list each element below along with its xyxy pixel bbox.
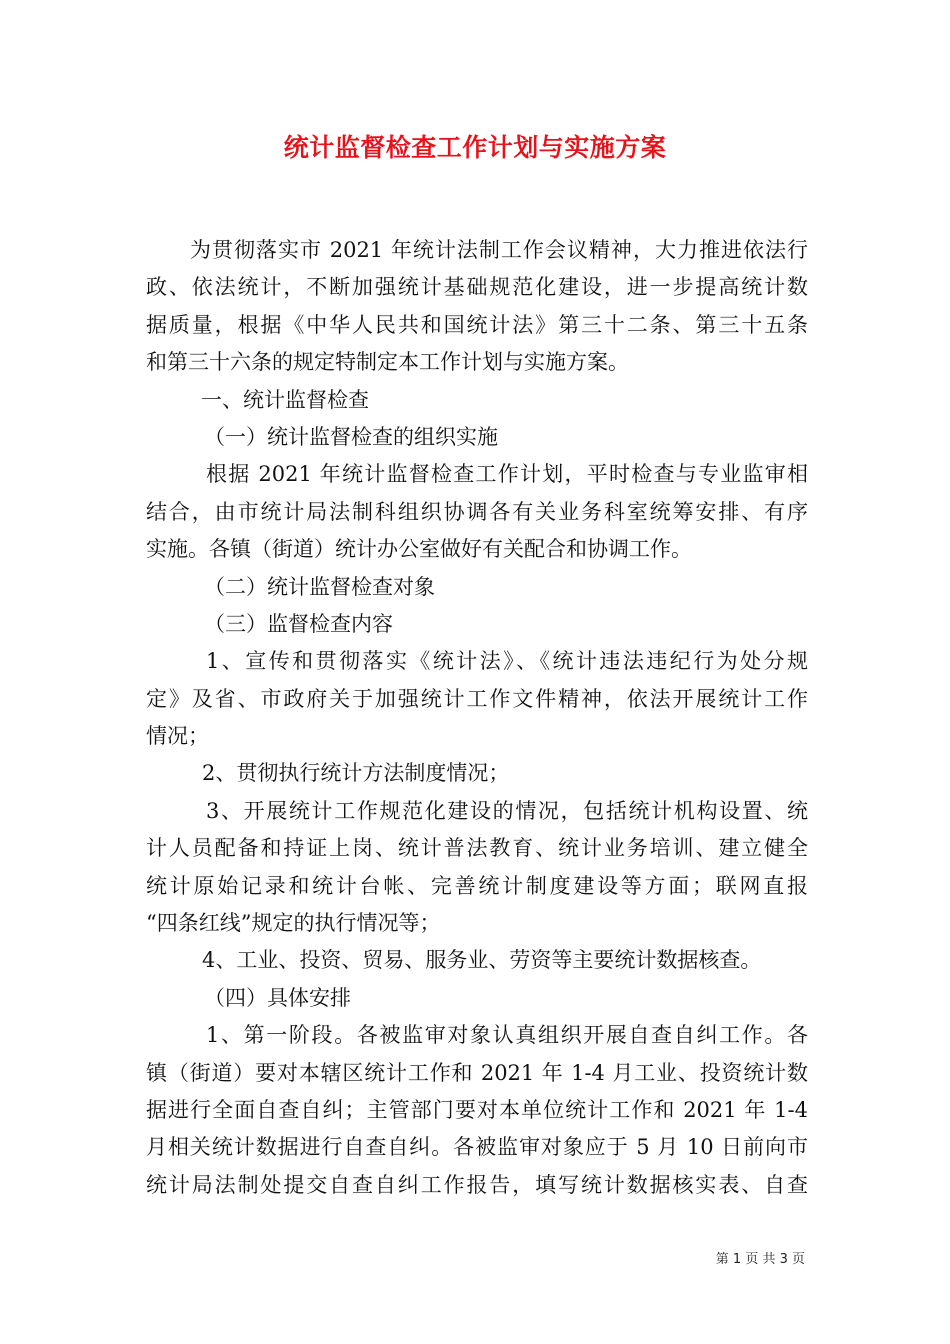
- body-line: 实施。各镇（街道）统计办公室做好有关配合和协调工作。: [146, 537, 692, 562]
- body-line: 2、贯彻执行统计方法制度情况；: [202, 761, 510, 786]
- section-heading: 一、统计监督检查: [201, 387, 369, 412]
- subsection-heading: （二）统计监督检查对象: [204, 574, 435, 599]
- body-line: 定》及省、市政府关于加强统计工作文件精神，依法开展统计工作: [146, 686, 808, 711]
- body-line: 情况；: [146, 724, 209, 749]
- subsection-heading: （一）统计监督检查的组织实施: [204, 424, 498, 449]
- body-line: “四条红线”规定的执行情况等；: [146, 911, 441, 936]
- body-line: 为贯彻落实市 2021 年统计法制工作会议精神，大力推进依法行: [190, 238, 808, 262]
- body-line: 政、依法统计，不断加强统计基础规范化建设，进一步提高统计数: [146, 275, 808, 300]
- body-line: 1、第一阶段。各被监审对象认真组织开展自查自纠工作。各: [206, 1023, 808, 1048]
- body-line: 计人员配备和持证上岗、统计普法教育、统计业务培训、建立健全: [146, 836, 808, 861]
- page-number: 第 1 页 共 3 页: [715, 1252, 805, 1267]
- body-line: 统计局法制处提交自查自纠工作报告，填写统计数据核实表、自查: [146, 1172, 808, 1197]
- body-line: 镇（街道）要对本辖区统计工作和 2021 年 1-4 月工业、投资统计数: [146, 1060, 808, 1085]
- document-body: [146, 232, 808, 1204]
- body-line: 据质量，根据《中华人民共和国统计法》第三十二条、第三十五条: [146, 312, 808, 337]
- subsection-heading: （四）具体安排: [204, 985, 351, 1010]
- body-line: 1、宣传和贯彻落实《统计法》、《统计违法违纪行为处分规: [206, 649, 808, 674]
- body-line: 和第三十六条的规定特制定本工作计划与实施方案。: [146, 350, 629, 375]
- body-line: 月相关统计数据进行自查自纠。各被监审对象应于 5 月 10 日前向市: [146, 1135, 808, 1160]
- document-title: 统计监督检查工作计划与实施方案: [283, 133, 667, 162]
- body-line: 3、开展统计工作规范化建设的情况，包括统计机构设置、统: [206, 798, 808, 823]
- body-line: 根据 2021 年统计监督检查工作计划，平时检查与专业监审相: [206, 462, 808, 487]
- body-line: 据进行全面自查自纠；主管部门要对本单位统计工作和 2021 年 1-4: [146, 1097, 808, 1122]
- subsection-heading: （三）监督检查内容: [204, 611, 393, 636]
- body-line: 统计原始记录和统计台帐、完善统计制度建设等方面；联网直报: [146, 873, 808, 898]
- body-line: 4、工业、投资、贸易、服务业、劳资等主要统计数据核查。: [202, 948, 762, 973]
- body-line: 结合，由市统计局法制科组织协调各有关业务科室统筹安排、有序: [146, 499, 808, 524]
